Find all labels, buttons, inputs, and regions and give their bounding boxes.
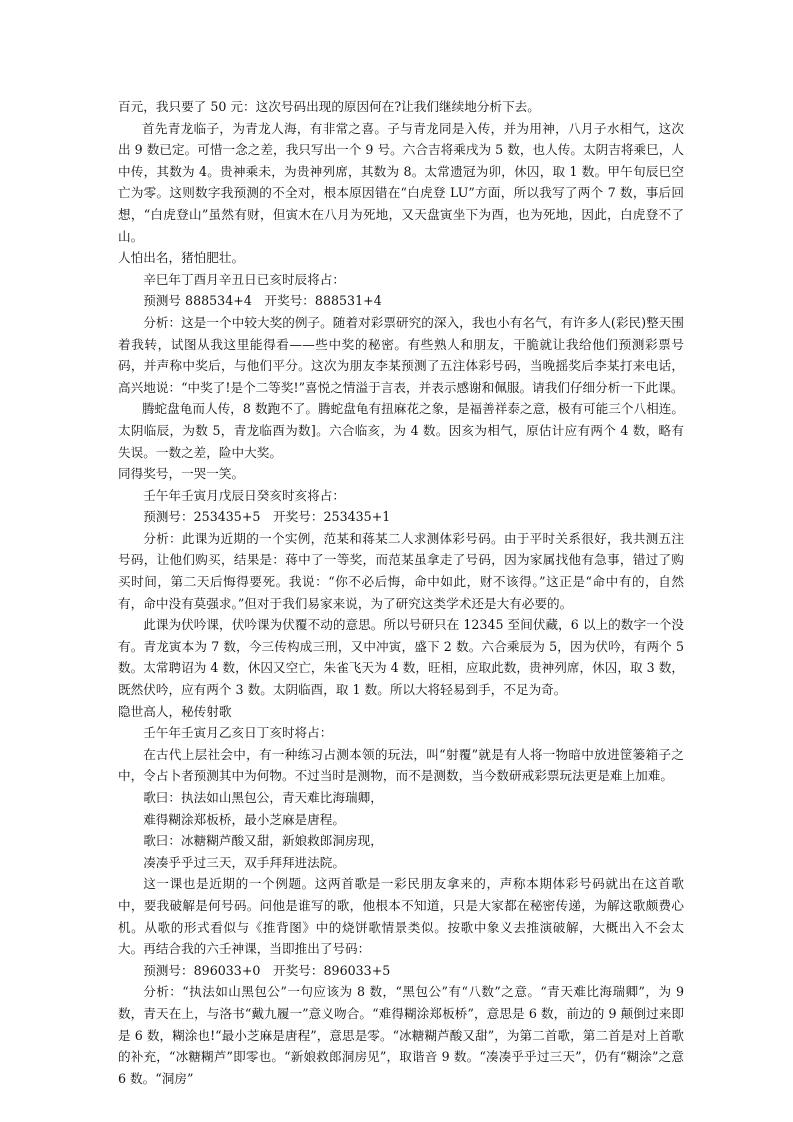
paragraph: 分析：此课为近期的一个实例，范某和蒋某二人求测体彩号码。由于平时关系很好，我共测五注号码，让他们购买，结果是：蒋中了一等奖，而范某虽拿走了号码，因为家属找他有急事，错过了购买时间，第二天后悔得要死。我说：“你不必后悔，命中如此，财不该得。”这正是“命中有的，自然有，命中没有莫强求。”但对于我们易家来说，为了研究这类学术还是大有必要的。 bbox=[118, 530, 684, 611]
paragraph: 分析：“执法如山黑包公”一句应该为 8 数，“黑包公”有“八数”之意。“青天难比海瑞卿”，为 9 数，青天在上，与洛书“戴九履一”意义吻合。“难得糊涂郑板桥”，意思是 6 数，前边的 9 颠倒过来即是 6 数，糊涂也!“最小芝麻是唐程”，意思是零。“冰糖糊芦酸又甜”，为第二首歌，第二首是对上首歌的补充，“冰糖糊芦”即零也。“新娘救郎洞房见”，取谐音 9 数。“凑凑乎乎过三天”，仍有“糊涂”之意 6 数。“洞房” bbox=[118, 984, 684, 1086]
document-body bbox=[118, 96, 684, 1089]
paragraph: 在古代上层社会中，有一种练习占测本领的玩法，叫“射覆”就是有人将一物暗中放进筐篓箱子之中，令占卜者预测其中为何物。不过当时是测物，而不是测数，当今数研戒彩票玩法更是难上加难。 bbox=[118, 746, 684, 784]
section-heading: 隐世高人，秘传射歌 bbox=[118, 703, 232, 719]
section-heading: 人怕出名，猪怕肥壮。 bbox=[118, 250, 245, 266]
song-line: 歌曰：执法如山黑包公，青天难比海瑞卿， bbox=[143, 790, 383, 805]
song-line: 凑凑乎乎过三天，双手拜拜进法院。 bbox=[143, 854, 346, 870]
paragraph: 腾蛇盘龟而人传，8 数跑不了。腾蛇盘龟有扭麻花之象，是福善祥泰之意，极有可能三个八相连。太阴临辰，为数 5，青龙临酉为数]。六合临亥，为 4 数。因亥为相气，原估计应有两个 4 数，略有失误。一数之差，险中大奖。 bbox=[118, 401, 684, 460]
song-line: 歌曰：冰糖糊芦酸又甜，新娘救郎洞房现， bbox=[143, 833, 383, 849]
prediction-line: 预测号：896033+0 开奖号：896033+5 bbox=[143, 962, 391, 978]
paragraph: 首先青龙临子，为青龙人海，有非常之喜。子与青龙同是入传，并为用神，八月子水相气，这次出 9 数已定。可惜一念之差，我只写出一个 9 号。六合吉将乘戌为 5 数，也人传。太阴吉将乘巳，人中传，其数为 4。贵神乘未，为贵神列席，其数为 8。太常遗冠为卯，休囚，取 1 数。甲午旬辰巳空亡为零。这则数字我预测的不全对，根本原因错在“白虎登 LU”方面，所以我写了两个 7 数，事后回想，“白虎登山”虽然有财，但寅木在八月为死地，又天盘寅坐下为酉，也为死地，因此，白虎登不了山。 bbox=[118, 120, 684, 244]
divination-date: 壬午年壬寅月乙亥日丁亥时将占： bbox=[143, 725, 333, 741]
paragraph: 分析：这是一个中较大奖的例子。随着对彩票研究的深入，我也小有名气，有许多人(彩民)整天围着我转，试图从我这里能得看——些中奖的秘密。有些熟人和朋友，干脆就让我给他们预测彩票号码，并声称中奖后，与他们平分。这次为朋友李某预测了五注体彩号码，当晚摇奖后李某打来电话，高兴地说：“中奖了!是个二等奖!”喜悦之情溢于言表，并表示感谢和佩服。请我们仔细分析一下此课。 bbox=[118, 314, 684, 395]
prediction-line: 预测号 888534+4 开奖号：888531+4 bbox=[143, 293, 382, 309]
paragraph: 这一课也是近期的一个例题。这两首歌是一彩民朋友拿来的，声称本期体彩号码就出在这首歌中，要我破解是何号码。问他是谁写的歌，他根本不知道，只是大家都在秘密传递，为解这歌颇费心机。从歌的形式看似与《推背图》中的烧饼歌情景类似。按歌中象义去推演破解，大概出入不会太大。再结合我的六壬神课，当即推出了号码： bbox=[118, 876, 684, 957]
song-line: 难得糊涂郑板桥，最小芝麻是唐程。 bbox=[143, 811, 346, 827]
paragraph: 百元，我只要了 50 元：这次号码出现的原因何在?让我们继续地分析下去。 bbox=[118, 99, 540, 114]
prediction-line: 预测号：253435+5 开奖号：253435+1 bbox=[143, 509, 391, 525]
paragraph: 此课为伏吟课，伏吟课为伏覆不动的意思。所以号研只在 12345 至间伏藏，6 以上的数字一个没有。青龙寅本为 7 数，今三传构成三刑，又中冲寅，盛下 2 数。六合乘辰为 5，因为伏吟，有两个 5 数。太常聘诏为 4 数，休囚又空亡，朱雀飞天为 4 数，旺相，应取此数，贵神列席，休囚，取 3 数，既然伏吟，应有两个 3 数。太阴临酉，取 1 数。所以大将轻易到手，不足为奇。 bbox=[118, 617, 684, 698]
divination-date: 壬午年壬寅月戊辰日癸亥时亥将占： bbox=[143, 487, 346, 503]
section-heading: 同得奖号，一哭一笑。 bbox=[118, 466, 245, 482]
divination-date: 辛巳年丁酉月辛丑日已亥时辰将占： bbox=[143, 271, 346, 287]
